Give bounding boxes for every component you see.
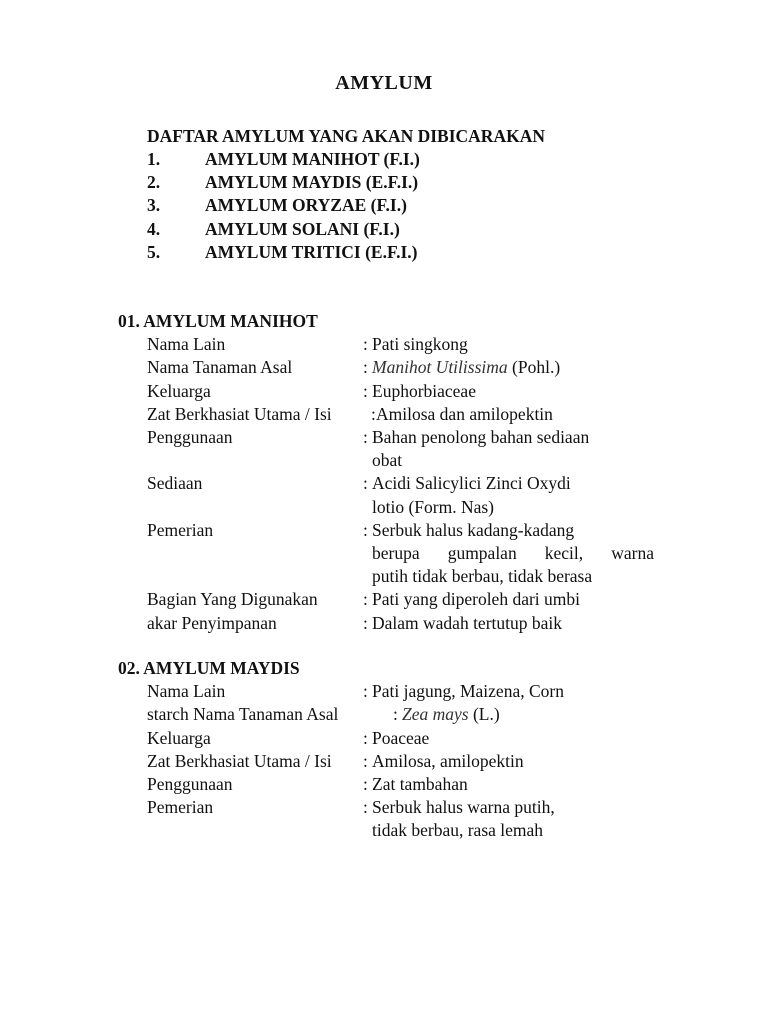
- list-item-number: 3.: [147, 195, 161, 216]
- list-item-label: AMYLUM ORYZAE (F.I.): [205, 195, 407, 216]
- field-value: [372, 333, 654, 356]
- field-label: Keluarga: [147, 727, 211, 748]
- author-abbrev: (Pohl.): [507, 357, 561, 378]
- field-colon: :: [363, 519, 368, 540]
- value-line: lotio (Form. Nas): [372, 496, 495, 517]
- field-colon: :: [371, 403, 376, 424]
- value-line: Serbuk halus kadang-kadang: [372, 519, 575, 540]
- field-value: [376, 403, 658, 426]
- value-line: berupa gumpalan kecil, warna: [372, 543, 654, 564]
- field-label: Nama Tanaman Asal: [147, 357, 293, 378]
- field-colon: :: [363, 357, 368, 378]
- field-value: [372, 356, 654, 379]
- field-colon: :: [363, 427, 368, 447]
- list-item: [147, 195, 420, 218]
- list-item-number: 1.: [147, 149, 161, 169]
- value-line: Pati singkong: [372, 334, 468, 355]
- field-row: [118, 680, 678, 703]
- value-line: Serbuk halus warna putih,: [372, 797, 555, 818]
- field-colon: :: [363, 750, 368, 771]
- field-label: starch Nama Tanaman Asal: [147, 704, 339, 725]
- field-value: [372, 773, 654, 796]
- field-colon: :: [363, 589, 368, 610]
- value-line: Dalam wadah tertutup baik: [372, 612, 563, 633]
- value-line: Amilosa dan amilopektin: [376, 403, 553, 424]
- list-item: [147, 149, 420, 172]
- scientific-name: Manihot Utilissima: [372, 357, 508, 378]
- list-item-label: AMYLUM MAYDIS (E.F.I.): [205, 172, 419, 193]
- field-row: [118, 403, 678, 426]
- field-value: [372, 680, 654, 703]
- value-line: Pati yang diperoleh dari umbi: [372, 589, 581, 610]
- scientific-name: Zea mays: [402, 704, 469, 725]
- list-item: [147, 242, 420, 265]
- author-abbrev: (L.): [468, 704, 500, 725]
- field-label: Sediaan: [147, 473, 203, 494]
- value-line: Pati jagung, Maizena, Corn: [372, 681, 564, 702]
- value-line: Euphorbiaceae: [372, 380, 476, 401]
- field-value: [402, 703, 662, 726]
- field-label: Penggunaan: [147, 427, 233, 447]
- field-value: [372, 519, 654, 589]
- field-label: Nama Lain: [147, 334, 226, 355]
- list-item-label: AMYLUM MANIHOT (F.I.): [205, 149, 420, 169]
- list-item-label: AMYLUM SOLANI (F.I.): [205, 218, 400, 239]
- section-amylum-maydis: [118, 657, 678, 843]
- value-line: Poaceae: [372, 727, 430, 748]
- value-line: putih tidak berbau, tidak berasa: [372, 566, 593, 587]
- field-value: [372, 612, 654, 635]
- list-item-number: 5.: [147, 241, 161, 262]
- field-colon: :: [363, 380, 368, 401]
- value-line: Amilosa, amilopektin: [372, 750, 524, 771]
- field-row: [118, 750, 678, 773]
- field-label: Bagian Yang Digunakan: [147, 589, 318, 610]
- field-row: [118, 703, 678, 726]
- field-label: Keluarga: [147, 380, 211, 401]
- amylum-list: [147, 149, 420, 265]
- field-label: Zat Berkhasiat Utama / Isi: [147, 403, 332, 424]
- field-label: Zat Berkhasiat Utama / Isi: [147, 750, 332, 771]
- value-line: Acidi Salicylici Zinci Oxydi: [372, 473, 571, 494]
- list-item-number: 4.: [147, 218, 161, 239]
- field-value: [372, 796, 654, 842]
- field-value: [372, 472, 654, 518]
- field-row: [118, 472, 678, 518]
- field-value: [372, 380, 654, 403]
- field-row: [118, 356, 678, 379]
- field-label: Nama Lain: [147, 681, 226, 702]
- field-value: [372, 750, 654, 773]
- field-colon: :: [363, 473, 368, 494]
- field-value: [372, 588, 654, 611]
- list-heading: DAFTAR AMYLUM YANG AKAN DIBICARAKAN: [147, 126, 545, 146]
- value-line: Bahan penolong bahan sediaan: [372, 427, 590, 447]
- field-row: [118, 796, 678, 842]
- list-item-label: AMYLUM TRITICI (E.F.I.): [205, 241, 418, 262]
- field-colon: :: [393, 704, 398, 725]
- page-title: AMYLUM: [335, 72, 433, 94]
- field-row: [118, 519, 678, 589]
- value-line: tidak berbau, rasa lemah: [372, 820, 544, 841]
- field-colon: :: [363, 681, 368, 702]
- field-row: [118, 773, 678, 796]
- field-colon: :: [363, 612, 368, 633]
- field-row: [118, 380, 678, 403]
- list-item: [147, 172, 420, 195]
- field-label: Penggunaan: [147, 774, 233, 794]
- section-title: 02. AMYLUM MAYDIS: [118, 658, 300, 678]
- field-value: [372, 426, 654, 472]
- section-title: 01. AMYLUM MANIHOT: [118, 311, 318, 331]
- field-row: [118, 727, 678, 750]
- field-value: [372, 727, 654, 750]
- field-colon: :: [363, 334, 368, 355]
- field-label: akar Penyimpanan: [147, 612, 277, 633]
- list-item: [147, 219, 420, 242]
- field-colon: :: [363, 727, 368, 748]
- field-row: [118, 612, 678, 635]
- field-colon: :: [363, 774, 368, 794]
- field-label: Pemerian: [147, 519, 214, 540]
- section-amylum-manihot: [118, 310, 678, 635]
- field-row: [118, 588, 678, 611]
- list-item-number: 2.: [147, 172, 161, 193]
- value-line: Zat tambahan: [372, 774, 468, 794]
- field-label: Pemerian: [147, 797, 214, 818]
- value-line: obat: [372, 450, 403, 471]
- field-colon: :: [363, 797, 368, 818]
- field-row: [118, 426, 678, 472]
- field-row: [118, 333, 678, 356]
